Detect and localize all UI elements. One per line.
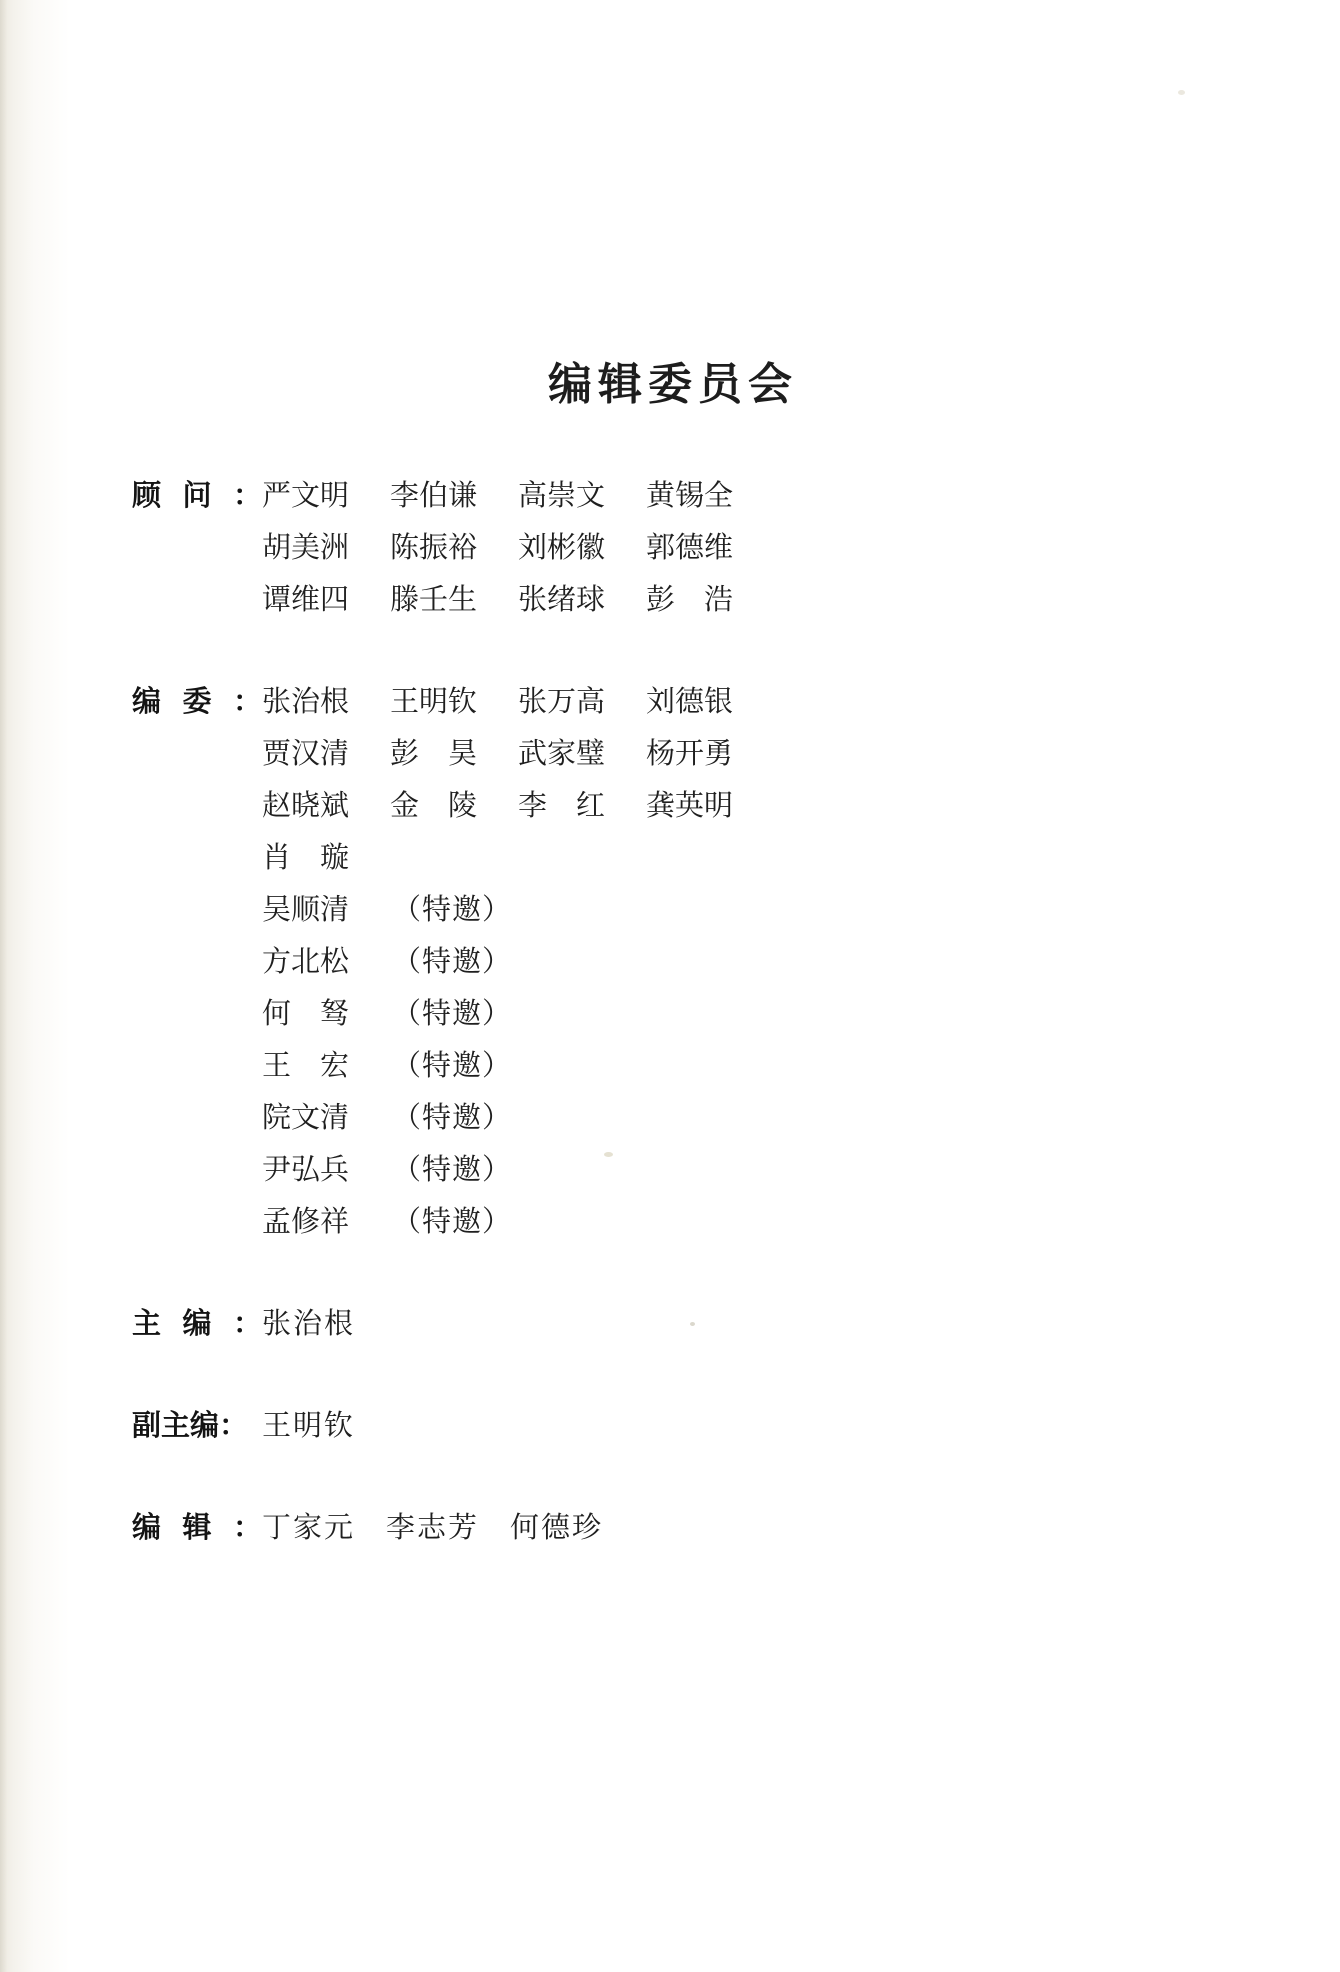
invited-tag: （特邀）: [392, 946, 513, 978]
person-name: 杨开勇: [646, 738, 734, 770]
invited-member-row: [262, 1144, 1132, 1196]
label-char: 主: [132, 1308, 162, 1340]
person-name: 吴顺清: [262, 894, 350, 926]
section-label-editors: [132, 1502, 262, 1554]
section-gap: [132, 626, 1132, 676]
person-name: 武家璧: [518, 738, 606, 770]
section-deputy-editor: [132, 1400, 1132, 1452]
invited-tag: （特邀）: [392, 998, 513, 1030]
invited-member-row: [262, 884, 1132, 936]
invited-member-row: [262, 1092, 1132, 1144]
editor-in-chief-name: 张治根: [262, 1308, 356, 1340]
name-row: [262, 832, 1132, 884]
invited-tag: （特邀）: [392, 1102, 513, 1134]
section-gap: [132, 1350, 1132, 1400]
person-name: 院文清: [262, 1102, 350, 1134]
person-name: 张治根: [262, 686, 350, 718]
person-name: 滕壬生: [390, 584, 478, 616]
label-char: 委: [182, 686, 212, 718]
paper-speck: [604, 1152, 613, 1157]
editorial-board-list: [132, 470, 1132, 1554]
editorial-member-names: [262, 676, 1132, 1248]
deputy-editor-name: 王明钦: [262, 1410, 356, 1442]
invited-member-row: [262, 1040, 1132, 1092]
invited-member-row: [262, 1196, 1132, 1248]
section-label-editor-in-chief: [132, 1298, 262, 1350]
section-gap: [132, 1452, 1132, 1502]
person-name: 龚英明: [646, 790, 734, 822]
invited-tag: （特邀）: [392, 1206, 513, 1238]
name-row: [262, 470, 1132, 522]
section-editorial-members: [132, 676, 1132, 1248]
name-row: [262, 780, 1132, 832]
person-name: 贾汉清: [262, 738, 350, 770]
section-editors: [132, 1502, 1132, 1554]
label-colon: ：: [219, 1410, 249, 1442]
invited-member-row: [262, 936, 1132, 988]
section-advisors: [132, 470, 1132, 626]
label-char: 顾: [132, 480, 162, 512]
label-char: 编: [132, 686, 162, 718]
person-name: 王明钦: [390, 686, 478, 718]
name-row: [262, 676, 1132, 728]
label-char: 副主编: [132, 1410, 220, 1442]
person-name: 黄锡全: [646, 480, 734, 512]
person-name: 王 宏: [262, 1050, 350, 1082]
person-name: 李伯谦: [390, 480, 478, 512]
label-char: 编: [132, 1512, 162, 1544]
name-row: [262, 574, 1132, 626]
person-name: 赵晓斌: [262, 790, 350, 822]
advisor-names: [262, 470, 1132, 626]
invited-tag: （特邀）: [392, 894, 513, 926]
invited-tag: （特邀）: [392, 1050, 513, 1082]
label-colon: ：: [232, 480, 262, 512]
person-name: 方北松: [262, 946, 350, 978]
person-name: 胡美洲: [262, 532, 350, 564]
person-name: 尹弘兵: [262, 1154, 350, 1186]
section-label-advisors: [132, 470, 262, 522]
label-char: 辑: [182, 1512, 212, 1544]
paper-speck: [690, 1322, 695, 1326]
editor-names: 丁家元 李志芳 何德珍: [262, 1512, 604, 1544]
label-char: 问: [182, 480, 212, 512]
label-colon: ：: [232, 1308, 262, 1340]
section-label-deputy-editor: [132, 1400, 262, 1452]
person-name: 肖 璇: [262, 842, 350, 874]
person-name: 张万高: [518, 686, 606, 718]
paper-speck: [1178, 90, 1185, 95]
person-name: 刘彬徽: [518, 532, 606, 564]
person-name: 金 陵: [390, 790, 478, 822]
invited-member-row: [262, 988, 1132, 1040]
label-char: 编: [182, 1308, 212, 1340]
person-name: 张绪球: [518, 584, 606, 616]
person-name: 郭德维: [646, 532, 734, 564]
person-name: 高崇文: [518, 480, 606, 512]
section-gap: [132, 1248, 1132, 1298]
person-name: 陈振裕: [390, 532, 478, 564]
label-colon: ：: [232, 686, 262, 718]
person-name: 彭 昊: [390, 738, 478, 770]
page-title: 编辑委员会: [548, 359, 798, 410]
person-name: 彭 浩: [646, 584, 734, 616]
person-name: 严文明: [262, 480, 350, 512]
name-row: [262, 522, 1132, 574]
name-row: [262, 728, 1132, 780]
invited-tag: （特邀）: [392, 1154, 513, 1186]
person-name: 李 红: [518, 790, 606, 822]
person-name: 孟修祥: [262, 1206, 350, 1238]
person-name: 谭维四: [262, 584, 350, 616]
section-label-editorial-members: [132, 676, 262, 728]
label-colon: ：: [232, 1512, 262, 1544]
person-name: 刘德银: [646, 686, 734, 718]
section-editor-in-chief: [132, 1298, 1132, 1350]
person-name: 何 驽: [262, 998, 350, 1030]
